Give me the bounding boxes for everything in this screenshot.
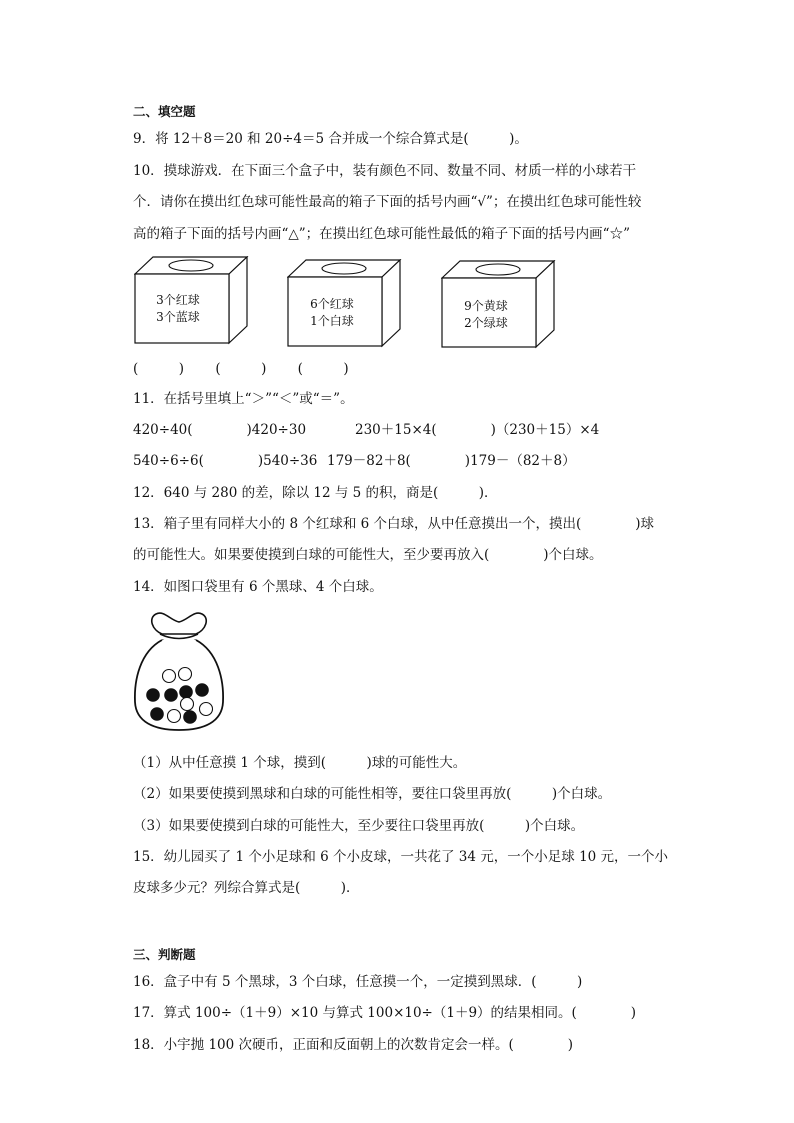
question-16: 16．盒子中有 5 个黑球，3 个白球，任意摸一个，一定摸到黑球．( ): [133, 974, 583, 990]
question-18: 18．小宇抛 100 次硬币，正面和反面朝上的次数肯定会一样。( ): [133, 1037, 574, 1053]
question-14-1: （1）从中任意摸 1 个球，摸到( )球的可能性大。: [133, 755, 467, 771]
ball-bag-figure: [132, 610, 227, 735]
question-13-line1: 13．箱子里有同样大小的 8 个红球和 6 个白球，从中任意摸出一个，摸出( )球: [133, 516, 655, 532]
question-14-3: （3）如果要使摸到白球的可能性大，至少要往口袋里再放( )个白球。: [133, 818, 585, 834]
question-13-line2: 的可能性大。如果要使摸到白球的可能性大，至少要再放入( )个白球。: [133, 547, 603, 563]
question-17: 17．算式 100÷（1＋9）×10 与算式 100×10÷（1＋9）的结果相同。( ): [133, 1005, 637, 1021]
question-10-line3: 高的箱子下面的括号内画“△”；在摸出红色球可能性最低的箱子下面的括号内画“☆”: [133, 226, 630, 242]
question-10-line1: 10．摸球游戏．在下面三个盒子中，装有颜色不同、数量不同、材质一样的小球若干: [133, 163, 637, 179]
question-10-line2: 个．请你在摸出红色球可能性最高的箱子下面的括号内画“√”；在摸出红色球可能性较: [133, 194, 642, 210]
question-11-b2: 179－82＋8( )179－（82＋8）: [327, 453, 576, 469]
question-15-line1: 15．幼儿园买了 1 个小足球和 6 个小皮球，一共花了 34 元，一个小足球 10 元，一个小: [133, 849, 669, 865]
box-1-label: 3个红球 3个蓝球: [156, 293, 200, 324]
question-9: 9．将 12＋8＝20 和 20÷4＝5 合并成一个综合算式是( )。: [133, 131, 528, 147]
box-3-label: 9个黄球 2个绿球: [464, 299, 508, 330]
section-title: 二、填空题: [133, 104, 196, 119]
question-11-b1: 540÷6÷6( )540÷36: [133, 453, 318, 469]
question-14: 14．如图口袋里有 6 个黑球、4 个白球。: [133, 579, 383, 595]
question-15-line2: 皮球多少元？列综合算式是( )．: [133, 880, 360, 896]
section-title: 三、判断题: [133, 947, 196, 962]
question-12: 12．640 与 280 的差，除以 12 与 5 的积，商是( )．: [133, 485, 498, 501]
question-11: 11．在括号里填上“＞”“＜”或“＝”。: [133, 391, 354, 407]
box-2-label: 6个红球 1个白球: [310, 297, 354, 328]
question-14-2: （2）如果要使摸到黑球和白球的可能性相等，要往口袋里再放( )个白球。: [133, 786, 612, 802]
question-10-answer-brackets: ( ) ( ) ( ): [133, 361, 349, 377]
question-11-a2: 230＋15×4( )（230＋15）×4: [355, 422, 600, 438]
question-11-a1: 420÷40( )420÷30: [133, 422, 307, 438]
